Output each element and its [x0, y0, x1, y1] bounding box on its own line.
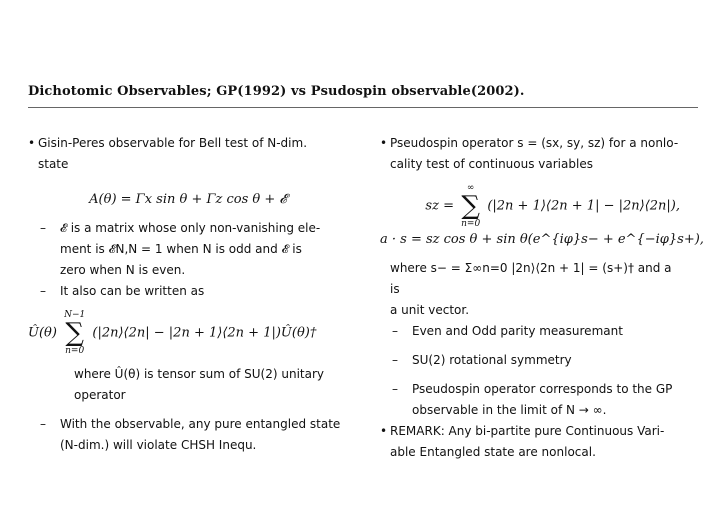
gisin-peres-bullet — [28, 133, 348, 175]
pseudospin-bullet — [380, 133, 680, 175]
eq-lhs: sz = — [425, 198, 454, 214]
equation-A-theta: A(θ) = Γx sin θ + Γz cos θ + 𝓔 — [89, 192, 287, 207]
chsh-subbullet — [40, 414, 348, 456]
remark-bullet — [380, 421, 680, 463]
equation-U-theta — [28, 310, 348, 356]
text-line: – 𝓔 is a matrix whose only non-vanishing ele- — [60, 221, 321, 235]
text-line: • REMARK: Any bi-partite pure Continuous Vari- — [390, 424, 665, 438]
sum-lower-limit: n=0 — [461, 219, 481, 229]
text-line: – Even and Odd parity measuremant — [412, 324, 623, 338]
right-column — [380, 133, 704, 463]
text-line: • Pseudospin operator s = (sx, sy, sz) for a nonlo- — [390, 136, 679, 150]
su2-subbullet — [392, 350, 680, 371]
text-line: where s− = Σ∞n=0 |2n⟩⟨2n + 1| = (s+)† and a is — [390, 261, 672, 296]
where-note — [390, 258, 680, 321]
gp-limit-subbullet — [392, 379, 680, 421]
equation-sz — [380, 183, 680, 229]
sum-lower-limit: n=0 — [65, 346, 85, 356]
text-line: cality test of continuous variables — [390, 157, 593, 171]
title-divider — [28, 107, 698, 108]
text-line: • Gisin-Peres observable for Bell test of N-dim. — [38, 136, 308, 150]
text-line: state — [38, 157, 69, 171]
text-line: – It also can be written as — [60, 284, 205, 298]
eq-lhs: Û(θ) — [28, 325, 57, 341]
text-line: zero when N is even. — [60, 263, 186, 277]
sum-upper-limit: ∞ — [466, 183, 475, 193]
slide-title: Dichotomic Observables; GP(1992) vs Psudospin observable(2002). — [28, 84, 525, 99]
text-line: – Pseudospin operator corresponds to the GP — [412, 382, 673, 396]
text-line: observable in the limit of N → ∞. — [412, 403, 607, 417]
eq-rhs: (|2n⟩⟨2n| − |2n + 1⟩⟨2n + 1|)Û(θ)† — [92, 325, 317, 341]
text-line: operator — [74, 388, 126, 402]
text-line: – With the observable, any pure entangled state — [60, 417, 341, 431]
text-line: a unit vector. — [390, 303, 470, 317]
text-line: able Entangled state are nonlocal. — [390, 445, 596, 459]
parity-subbullet — [392, 321, 680, 342]
where-note — [74, 364, 348, 406]
eq-rhs: (|2n + 1⟩⟨2n + 1| − |2n⟩⟨2n|), — [487, 198, 680, 214]
text-line: – SU(2) rotational symmetry — [412, 353, 572, 367]
summation-sign: N−1 ∑ n=0 — [64, 310, 86, 356]
sum-upper-limit: N−1 — [64, 310, 86, 320]
text-line: ment is 𝓔N,N = 1 when N is odd and 𝓔 is — [60, 242, 302, 256]
text-line: (N-dim.) will violate CHSH Inequ. — [60, 438, 257, 452]
left-column — [28, 133, 348, 456]
text-line: where Û(θ) is tensor sum of SU(2) unitary — [74, 367, 325, 381]
equation-a-dot-s: a · s = sz cos θ + sin θ(e^{iφ}s− + e^{−iφ}s+), — [380, 232, 704, 247]
summation-sign: ∞ ∑ n=0 — [461, 183, 481, 229]
rewrite-subbullet — [40, 281, 348, 302]
epsilon-subbullet — [40, 218, 348, 281]
